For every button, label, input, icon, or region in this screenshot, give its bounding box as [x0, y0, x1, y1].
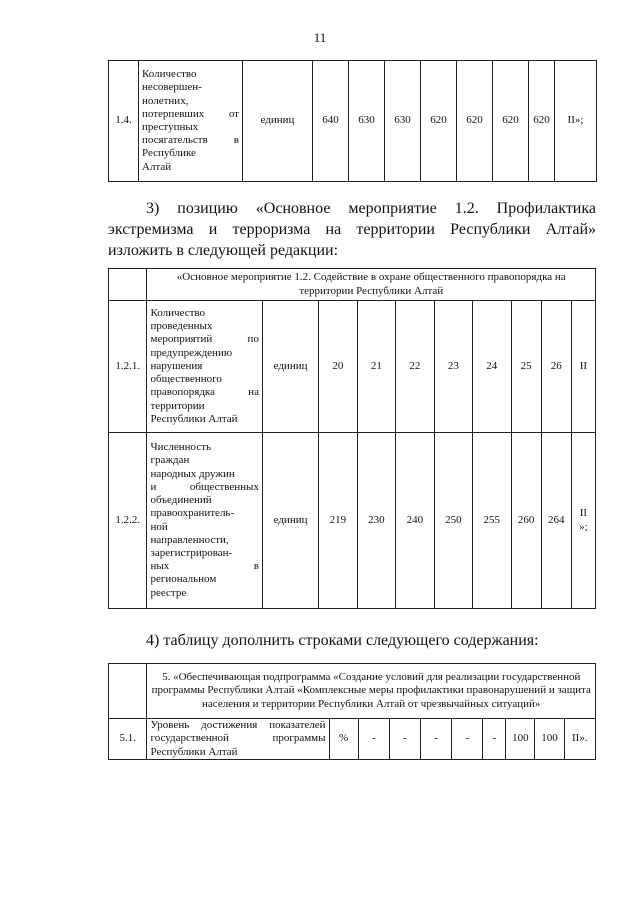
- description-line: проведенных: [150, 320, 213, 333]
- indicator-description: Уровень достижения показателей государственной программы Республики Алтай: [147, 719, 329, 760]
- description-line: ных в: [150, 560, 259, 573]
- value-cell: 230: [357, 433, 395, 609]
- value-cell: 620: [457, 61, 493, 182]
- description-line: правопорядка на: [150, 386, 259, 399]
- description-line: региональном: [150, 573, 217, 586]
- indicator-description: [139, 61, 243, 182]
- value-cell: 25: [511, 301, 541, 433]
- description-line: мероприятий по: [150, 333, 259, 346]
- table-support-subprogram: [108, 663, 596, 760]
- value-cell: 620: [493, 61, 529, 182]
- value-cell: 264: [541, 433, 571, 609]
- value-cell: 630: [349, 61, 385, 182]
- unit-cell: единиц: [243, 61, 313, 182]
- value-cell: 100: [506, 719, 535, 760]
- value-cell: 260: [511, 433, 541, 609]
- table-row: [109, 719, 596, 760]
- description-line: нарушения: [150, 359, 203, 372]
- description-line: потерпевших от: [142, 107, 239, 120]
- paragraph-item-3: [108, 198, 596, 261]
- value-cell: 620: [529, 61, 555, 182]
- description-line: преступных: [142, 121, 199, 133]
- description-line: Республике: [142, 147, 196, 160]
- description-line: несовершен-: [142, 81, 202, 94]
- description-line: направленности,: [150, 533, 229, 546]
- value-cell: 26: [541, 301, 571, 433]
- value-cell: 100: [535, 719, 564, 760]
- empty-cell: [109, 664, 147, 719]
- description-line: Количество: [142, 68, 197, 81]
- value-cell: 250: [434, 433, 472, 609]
- value-cell: 620: [421, 61, 457, 182]
- indicator-description: [147, 301, 262, 433]
- description-line: граждан: [150, 454, 190, 467]
- description-line: общественного: [150, 373, 222, 386]
- table-row: [109, 301, 596, 433]
- indicator-description: [147, 433, 262, 609]
- table-main-measure-1-2: [108, 268, 596, 609]
- value-cell: 630: [385, 61, 421, 182]
- row-number: 1.4.: [109, 61, 139, 182]
- description-line: реестре: [150, 586, 187, 599]
- page-number: 11: [313, 30, 327, 45]
- description-line: Республики Алтай: [150, 412, 238, 425]
- program-ref-cell: II: [571, 301, 595, 433]
- row-number: 1.2.1.: [109, 301, 147, 433]
- value-cell: 640: [313, 61, 349, 182]
- program-ref-cell: II»;: [555, 61, 597, 182]
- value-cell: -: [452, 719, 483, 760]
- value-cell: 219: [319, 433, 357, 609]
- description-line: правоохранитель-: [150, 507, 235, 520]
- paragraph-item-4: [108, 630, 596, 651]
- table-heading-row: [109, 664, 596, 719]
- unit-cell: единиц: [262, 433, 318, 609]
- row-number: 1.2.2.: [109, 433, 147, 609]
- description-line: ной: [150, 520, 168, 533]
- description-line: народных дружин: [150, 467, 235, 480]
- description-line: Численность: [150, 441, 212, 454]
- value-cell: 240: [396, 433, 434, 609]
- empty-cell: [109, 269, 147, 301]
- value-cell: 24: [473, 301, 511, 433]
- value-cell: 22: [396, 301, 434, 433]
- program-ref-cell: II »;: [571, 433, 595, 609]
- value-cell: 255: [473, 433, 511, 609]
- table-indicator-1-4: [108, 60, 597, 182]
- description-line: посягательств в: [142, 134, 239, 147]
- subprogram-heading: 5. «Обеспечивающая подпрограмма «Создание условий для реализации государственной программы Республики Алтай «Комплексные меры профилактики правонарушений и защита населения и территории Республики Алтай от чрезвычайных ситуаций»: [147, 664, 596, 719]
- program-ref-cell: II».: [564, 719, 595, 760]
- description-line: объединений: [150, 494, 212, 507]
- paragraph-text: 4) таблицу дополнить строками следующего содержания:: [146, 632, 539, 649]
- description-line: и общественных: [150, 480, 259, 493]
- measure-heading: «Основное мероприятие 1.2. Содействие в охране общественного правопорядка на территории Республики Алтай: [147, 269, 596, 301]
- description-line: Количество: [150, 307, 206, 320]
- description-line: нолетних,: [142, 94, 189, 107]
- row-number: 5.1.: [109, 719, 147, 760]
- value-cell: -: [358, 719, 389, 760]
- value-cell: 21: [357, 301, 395, 433]
- value-cell: 23: [434, 301, 472, 433]
- table-row: [109, 433, 596, 609]
- value-cell: -: [483, 719, 506, 760]
- value-cell: -: [421, 719, 452, 760]
- value-cell: 20: [319, 301, 357, 433]
- unit-cell: %: [329, 719, 358, 760]
- description-line: зарегистрирован-: [150, 546, 233, 559]
- value-cell: -: [389, 719, 420, 760]
- unit-cell: единиц: [262, 301, 318, 433]
- description-line: предупреждению: [150, 346, 233, 359]
- description-line: Алтай: [142, 160, 172, 173]
- description-line: территории: [150, 399, 205, 412]
- table-heading-row: [109, 269, 596, 301]
- paragraph-text: 3) позицию «Основное мероприятие 1.2. Профилактика экстремизма и терроризма на территории Республики Алтай» изложить в следующей редакции:: [108, 200, 596, 259]
- table-row: [109, 61, 597, 182]
